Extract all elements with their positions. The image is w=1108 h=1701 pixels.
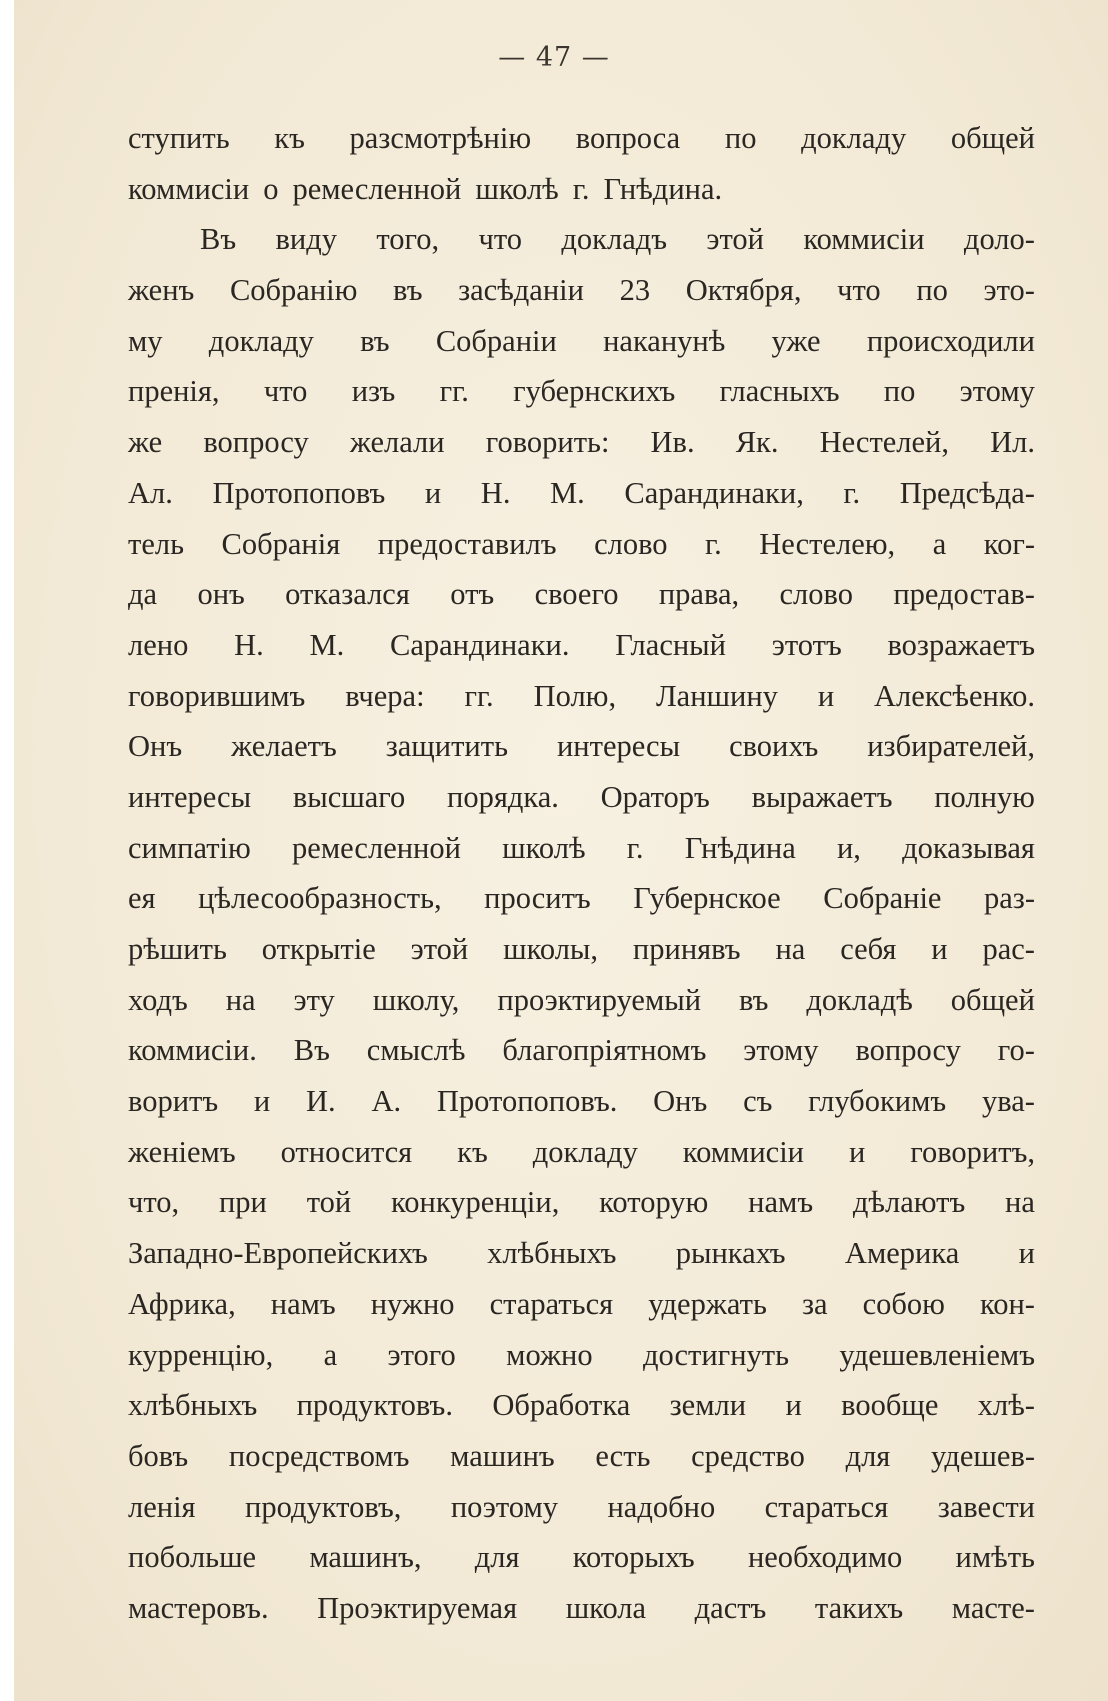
text-line: рѣшить открытіе этой школы, принявъ на себя и рас- [128, 932, 1035, 966]
text-line: тель Собранія предоставилъ слово г. Нестелею, а ког- [128, 526, 1035, 561]
text-line: ленія продуктовъ, поэтому надобно стараться завести [128, 1489, 1035, 1524]
text-line: интересы высшаго порядка. Ораторъ выражаетъ полную [128, 779, 1035, 814]
text-line: Онъ желаетъ защитить интересы своихъ избирателей, [128, 729, 1035, 764]
text-line: курренцію, а этого можно достигнуть удешевленіемъ [128, 1337, 1035, 1372]
text-line: му докладу въ Собраніи наканунѣ уже происходили [128, 323, 1035, 358]
text-line: женіемъ относится къ докладу коммисіи и говоритъ, [128, 1134, 1035, 1169]
text-line: хлѣбныхъ продуктовъ. Обработка земли и вообще хлѣ- [128, 1388, 1035, 1423]
text-line: лено Н. М. Сарандинаки. Гласный этотъ возражаетъ [128, 627, 1035, 662]
text-line: Африка, намъ нужно стараться удержать за собою кон- [128, 1286, 1035, 1321]
text-line: же вопросу желали говорить: Ив. Як. Нестелей, Ил. [128, 425, 1035, 460]
text-line: бовъ посредствомъ машинъ есть средство для удешев- [128, 1438, 1035, 1473]
body-text [128, 113, 1035, 1634]
text-line: коммисіи. Въ смыслѣ благопріятномъ этому вопросу го- [128, 1033, 1035, 1068]
page-number: — 47 — [498, 42, 610, 73]
text-line: Въ виду того, что докладъ этой коммисіи доло- [200, 222, 1035, 257]
text-line: Ал. Протопоповъ и Н. М. Сарандинаки, г. Предсѣда- [128, 475, 1035, 510]
text-line: воритъ и И. А. Протопоповъ. Онъ съ глубокимъ ува- [128, 1084, 1035, 1119]
text-line: ступить къ разсмотрѣнію вопроса по докладу общей [128, 121, 1035, 155]
text-line: пренія, что изъ гг. губернскихъ гласныхъ по этому [128, 374, 1035, 409]
text-line: что, при той конкуренціи, которую намъ дѣлаютъ на [128, 1185, 1035, 1220]
text-line: ея цѣлесообразность, проситъ Губернское Собраніе раз- [128, 881, 1035, 916]
text-line: мастеровъ. Проэктируемая школа дастъ такихъ масте- [128, 1590, 1035, 1625]
text-line: симпатію ремесленной школѣ г. Гнѣдина и, доказывая [128, 830, 1035, 865]
text-line: женъ Собранію въ засѣданіи 23 Октября, что по это- [128, 273, 1035, 308]
text-line: да онъ отказался отъ своего права, слово предостав- [128, 577, 1035, 612]
text-line: побольше машинъ, для которыхъ необходимо имѣть [128, 1540, 1035, 1575]
text-line: ходъ на эту школу, проэктируемый въ докладѣ общей [128, 982, 1035, 1017]
text-line: Западно-Европейскихъ хлѣбныхъ рынкахъ Америка и [128, 1236, 1035, 1271]
text-line: коммисіи о ремесленной школѣ г. Гнѣдина. [128, 171, 723, 206]
text-line: говорившимъ вчера: гг. Полю, Ланшину и Алексѣенко. [128, 678, 1035, 713]
